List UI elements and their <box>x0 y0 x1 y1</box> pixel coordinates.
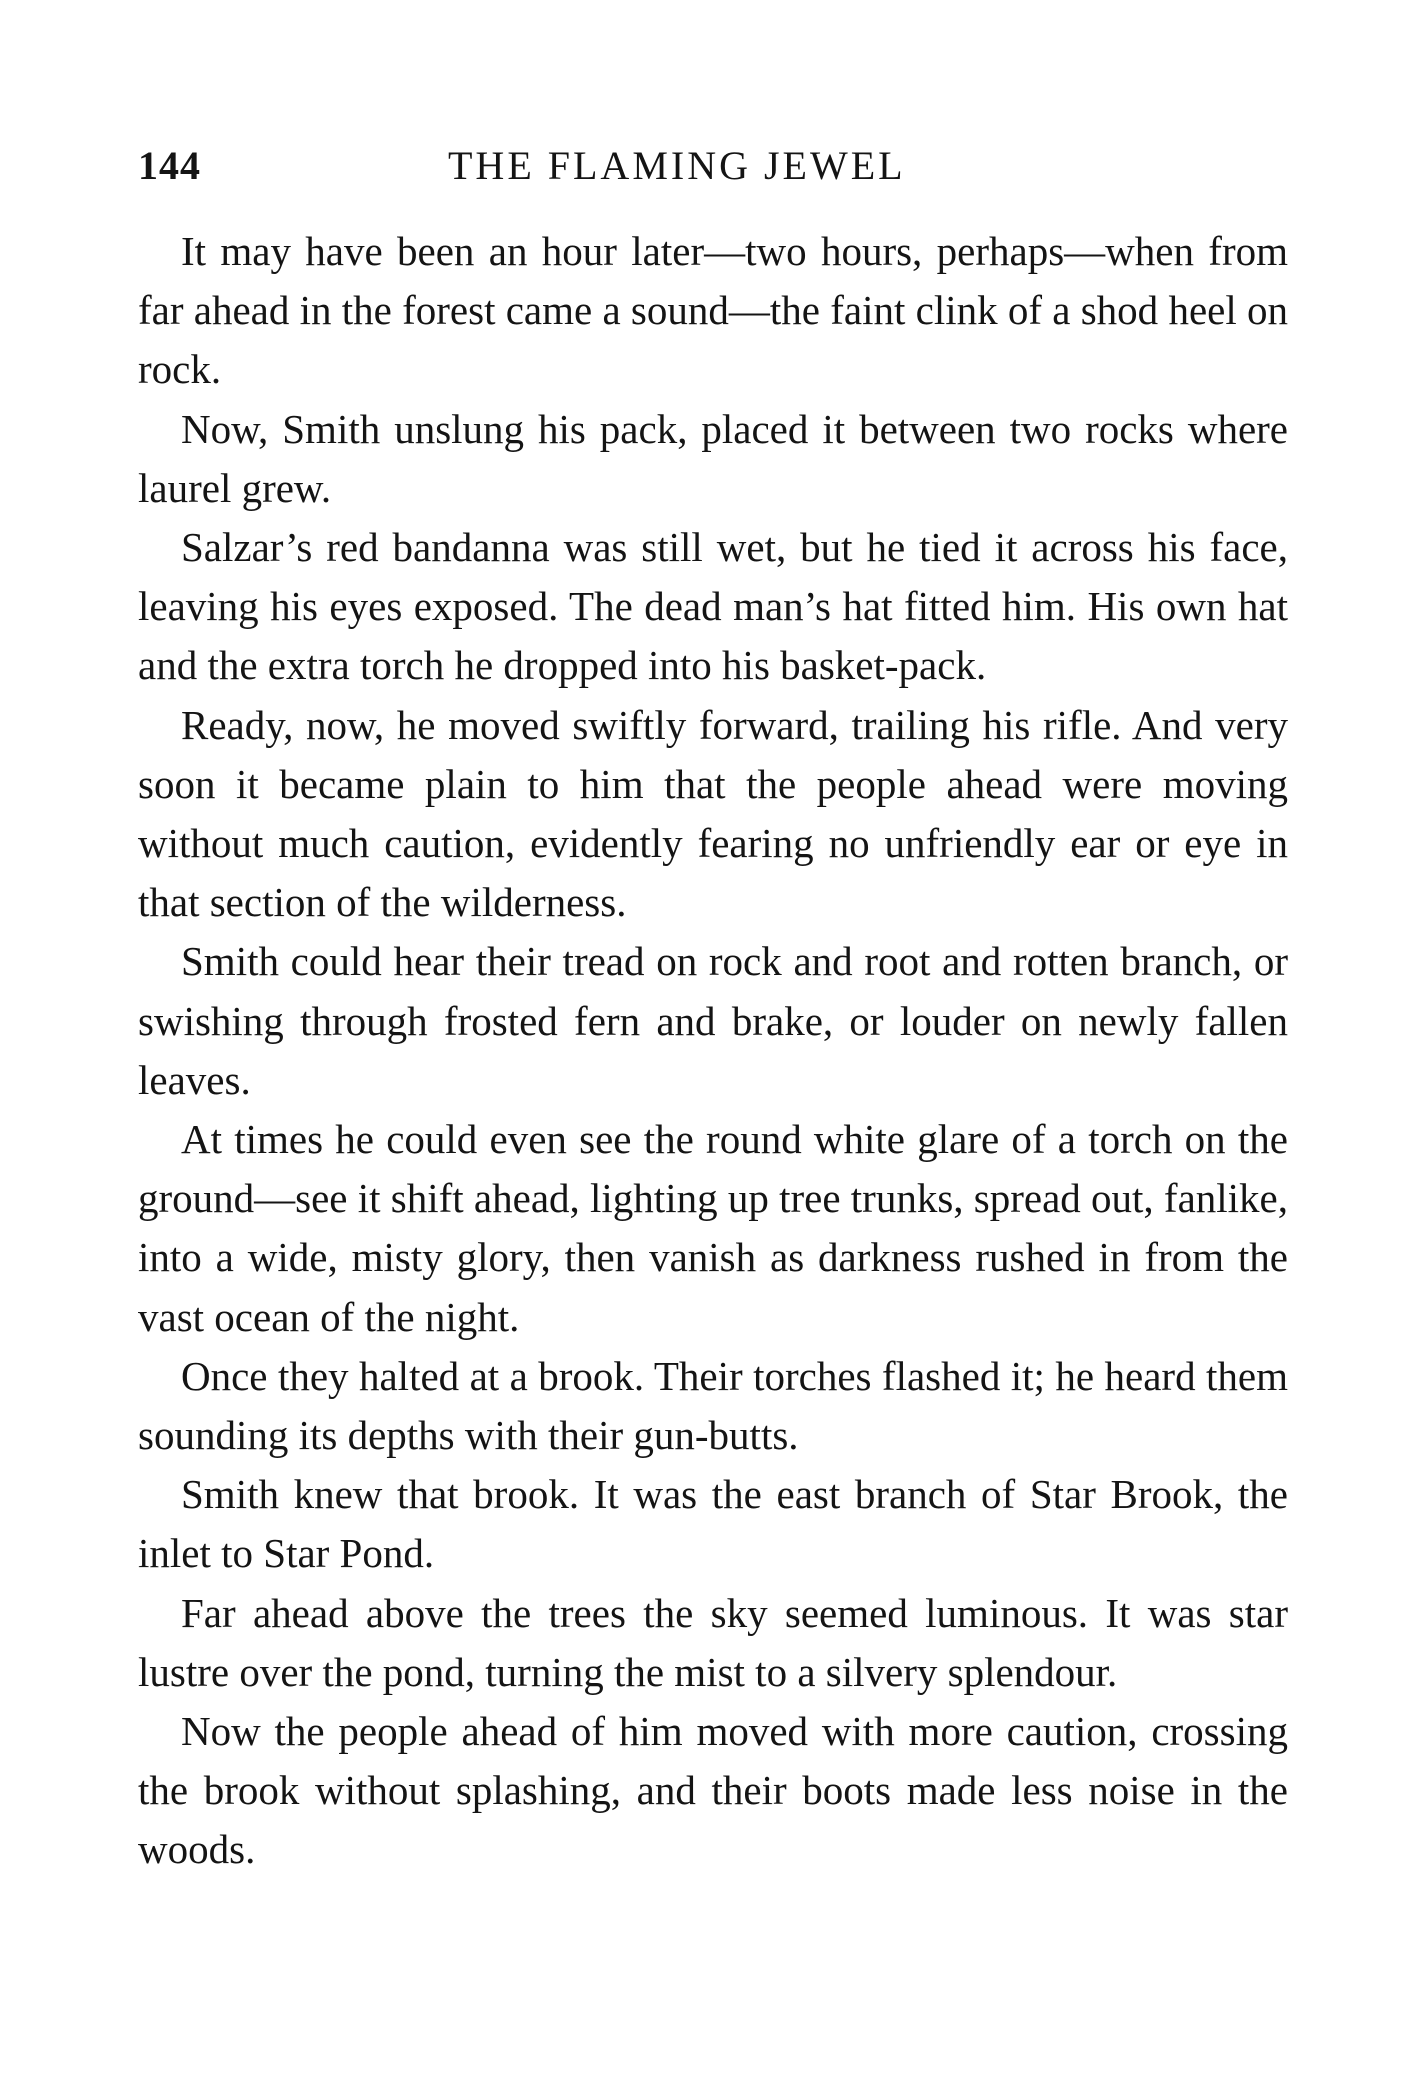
paragraph: Now the people ahead of him moved with more caution, crossing the brook without splashing, and their boots made less noise in the woods. <box>138 1708 1288 1873</box>
body-text <box>138 222 1288 1880</box>
running-head <box>138 142 1288 192</box>
paragraph: Now, Smith unslung his pack, placed it between two rocks where laurel grew. <box>138 405 1288 511</box>
paragraph: Far ahead above the trees the sky seemed luminous. It was star lustre over the pond, turning the mist to a silvery splendour. <box>138 1589 1288 1695</box>
paragraph: Once they halted at a brook. Their torches flashed it; he heard them sounding its depths with their gun-butts. <box>138 1352 1288 1459</box>
paragraph: Salzar’s red bandanna was still wet, but he tied it across his face, leaving his eyes exposed. The dead man’s hat fitted him. His own hat and the extra torch he dropped into his basket-pack. <box>138 524 1288 689</box>
paragraph: It may have been an hour later—two hours, perhaps—when from far ahead in the forest came a sound—the faint clink of a shod heel on rock. <box>138 228 1288 393</box>
paragraph: At times he could even see the round white glare of a torch on the ground—see it shift ahead, lighting up tree trunks, spread out, fanlike, into a wide, misty glory, then vanish as darkness rushed in from the vast ocean of the night. <box>138 1116 1289 1340</box>
book-title: THE FLAMING JEWEL <box>448 143 906 188</box>
paragraph: Smith could hear their tread on rock and root and rotten branch, or swishing through frosted fern and brake, or louder on newly fallen leaves. <box>138 938 1288 1103</box>
page-number: 144 <box>138 143 201 188</box>
paragraph: Smith knew that brook. It was the east branch of Star Brook, the inlet to Star Pond. <box>138 1471 1288 1577</box>
paragraph: Ready, now, he moved swiftly forward, trailing his rifle. And very soon it became plain to him that the people ahead were moving without much caution, evidently fearing no unfriendly ear or eye in that section of the wilderness. <box>138 701 1288 926</box>
